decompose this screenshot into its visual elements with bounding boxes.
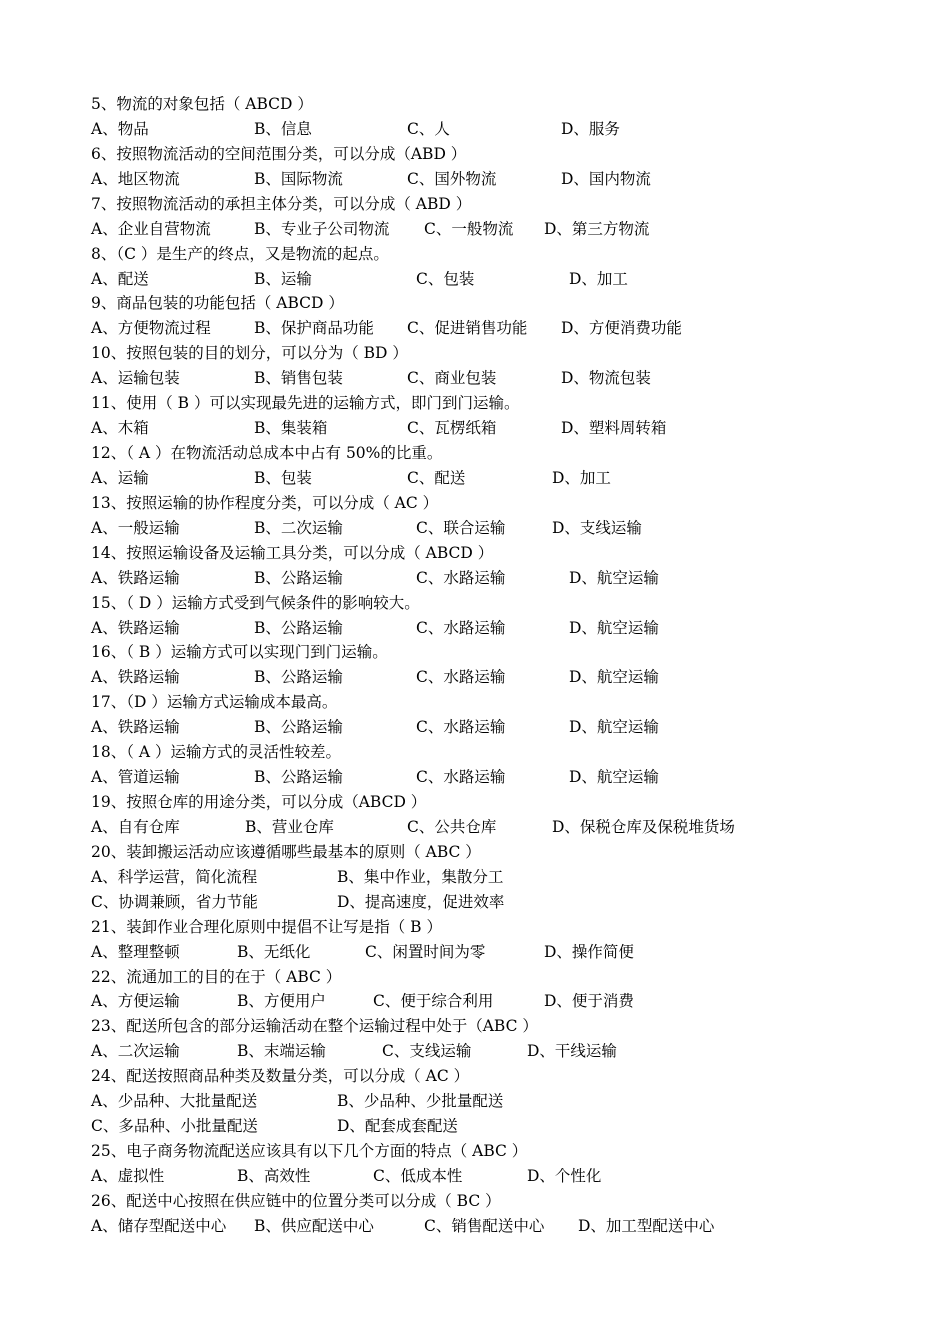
option-text: D、航空运输 xyxy=(569,619,659,637)
option-text: C、水路运输 xyxy=(416,569,506,587)
question-text: 6、按照物流活动的空间范围分类，可以分成（ABD ） xyxy=(91,145,467,163)
options-line xyxy=(91,1165,890,1190)
option-text: C、瓦楞纸箱 xyxy=(407,419,497,437)
option-text: D、加工型配送中心 xyxy=(578,1217,715,1235)
option-text: D、国内物流 xyxy=(561,170,651,188)
options-line xyxy=(91,666,890,691)
question-text: 26、配送中心按照在供应链中的位置分类可以分成（ BC ） xyxy=(91,1192,501,1210)
options-line xyxy=(91,218,890,243)
question-line xyxy=(91,292,890,317)
question-line xyxy=(91,641,890,666)
option-text: B、营业仓库 xyxy=(245,818,334,836)
option-text: D、航空运输 xyxy=(569,569,659,587)
option-text: C、促进销售功能 xyxy=(407,319,528,337)
options-line xyxy=(91,716,890,741)
option-text: D、干线运输 xyxy=(527,1042,617,1060)
option-text: A、管道运输 xyxy=(91,768,180,786)
question-text: 10、按照包装的目的划分，可以分为（ BD ） xyxy=(91,344,408,362)
options-line xyxy=(91,417,890,442)
options-line xyxy=(91,1090,890,1115)
option-text: B、无纸化 xyxy=(237,943,311,961)
options-line xyxy=(91,317,890,342)
option-text: B、信息 xyxy=(254,120,312,138)
option-text: A、方便运输 xyxy=(91,992,180,1010)
option-text: D、提高速度，促进效率 xyxy=(337,893,505,911)
options-line xyxy=(91,1215,890,1240)
option-text: C、国外物流 xyxy=(407,170,497,188)
option-text: B、方便用户 xyxy=(237,992,326,1010)
option-text: D、支线运输 xyxy=(552,519,642,537)
option-text: B、集中作业，集散分工 xyxy=(337,868,504,886)
option-text: D、操作简便 xyxy=(544,943,634,961)
question-text: 8、（C ）是生产的终点，又是物流的起点。 xyxy=(91,245,389,263)
question-text: 13、按照运输的协作程度分类，可以分成（ AC ） xyxy=(91,494,439,512)
options-line xyxy=(91,467,890,492)
question-text: 19、按照仓库的用途分类，可以分成（ABCD ） xyxy=(91,793,427,811)
option-text: A、铁路运输 xyxy=(91,619,180,637)
question-text: 17、（D ）运输方式运输成本最高。 xyxy=(91,693,338,711)
option-text: A、自有仓库 xyxy=(91,818,180,836)
question-line xyxy=(91,442,890,467)
option-text: D、配套成套配送 xyxy=(337,1117,458,1135)
option-text: C、水路运输 xyxy=(416,668,506,686)
options-line xyxy=(91,118,890,143)
option-text: A、一般运输 xyxy=(91,519,180,537)
option-text: C、配送 xyxy=(407,469,466,487)
option-text: A、二次运输 xyxy=(91,1042,180,1060)
option-text: C、包装 xyxy=(416,270,475,288)
option-text: B、供应配送中心 xyxy=(254,1217,374,1235)
options-line xyxy=(91,168,890,193)
option-text: C、商业包装 xyxy=(407,369,497,387)
option-text: C、水路运输 xyxy=(416,768,506,786)
options-line xyxy=(91,866,890,891)
question-text: 18、（ A ）运输方式的灵活性较差。 xyxy=(91,743,342,761)
question-line xyxy=(91,492,890,517)
option-text: B、少品种、少批量配送 xyxy=(337,1092,504,1110)
question-text: 23、配送所包含的部分运输活动在整个运输过程中处于（ABC ） xyxy=(91,1017,538,1035)
option-text: D、航空运输 xyxy=(569,668,659,686)
option-text: A、运输 xyxy=(91,469,149,487)
option-text: C、便于综合利用 xyxy=(373,992,494,1010)
option-text: C、人 xyxy=(407,120,450,138)
option-text: B、高效性 xyxy=(237,1167,311,1185)
question-text: 22、流通加工的目的在于（ ABC ） xyxy=(91,968,342,986)
option-text: A、铁路运输 xyxy=(91,718,180,736)
option-text: B、销售包装 xyxy=(254,369,343,387)
question-line xyxy=(91,592,890,617)
option-text: B、保护商品功能 xyxy=(254,319,374,337)
question-line xyxy=(91,542,890,567)
option-text: B、运输 xyxy=(254,270,312,288)
option-text: A、铁路运输 xyxy=(91,668,180,686)
option-text: C、销售配送中心 xyxy=(424,1217,545,1235)
question-text: 16、（ B ）运输方式可以实现门到门运输。 xyxy=(91,643,388,661)
options-line xyxy=(91,367,890,392)
question-text: 12、（ A ）在物流活动总成本中占有 50%的比重。 xyxy=(91,444,443,462)
question-text: 20、装卸搬运活动应该遵循哪些最基本的原则（ ABC ） xyxy=(91,843,481,861)
question-line xyxy=(91,93,890,118)
options-line xyxy=(91,268,890,293)
question-line xyxy=(91,1015,890,1040)
option-text: C、低成本性 xyxy=(373,1167,463,1185)
option-text: B、二次运输 xyxy=(254,519,343,537)
question-text: 15、（ D ）运输方式受到气候条件的影响较大。 xyxy=(91,594,420,612)
option-text: C、支线运输 xyxy=(382,1042,472,1060)
question-text: 7、按照物流活动的承担主体分类，可以分成（ ABD ） xyxy=(91,195,472,213)
option-text: C、闲置时间为零 xyxy=(365,943,486,961)
option-text: A、少品种、大批量配送 xyxy=(91,1092,258,1110)
options-line xyxy=(91,816,890,841)
option-text: A、铁路运输 xyxy=(91,569,180,587)
option-text: D、物流包装 xyxy=(561,369,651,387)
option-text: B、公路运输 xyxy=(254,619,343,637)
question-line xyxy=(91,243,890,268)
option-text: A、地区物流 xyxy=(91,170,180,188)
option-text: A、物品 xyxy=(91,120,149,138)
option-text: A、木箱 xyxy=(91,419,149,437)
option-text: B、集装箱 xyxy=(254,419,328,437)
option-text: A、虚拟性 xyxy=(91,1167,165,1185)
option-text: C、水路运输 xyxy=(416,718,506,736)
question-line xyxy=(91,691,890,716)
options-line xyxy=(91,567,890,592)
option-text: B、公路运输 xyxy=(254,768,343,786)
option-text: C、协调兼顾，省力节能 xyxy=(91,893,258,911)
question-line xyxy=(91,392,890,417)
option-text: B、专业子公司物流 xyxy=(254,220,390,238)
question-text: 9、商品包装的功能包括（ ABCD ） xyxy=(91,294,344,312)
question-line xyxy=(91,741,890,766)
option-text: D、第三方物流 xyxy=(544,220,650,238)
option-text: C、多品种、小批量配送 xyxy=(91,1117,258,1135)
options-line xyxy=(91,617,890,642)
question-line xyxy=(91,342,890,367)
option-text: B、公路运输 xyxy=(254,718,343,736)
question-text: 21、装卸作业合理化原则中提倡不让写是指（ B ） xyxy=(91,918,442,936)
option-text: A、储存型配送中心 xyxy=(91,1217,227,1235)
option-text: C、联合运输 xyxy=(416,519,506,537)
options-line xyxy=(91,1115,890,1140)
options-line xyxy=(91,990,890,1015)
option-text: B、公路运输 xyxy=(254,668,343,686)
option-text: A、科学运营，简化流程 xyxy=(91,868,258,886)
option-text: A、方便物流过程 xyxy=(91,319,211,337)
option-text: D、方便消费功能 xyxy=(561,319,682,337)
option-text: B、包装 xyxy=(254,469,312,487)
option-text: D、加工 xyxy=(569,270,628,288)
option-text: C、一般物流 xyxy=(424,220,514,238)
question-line xyxy=(91,966,890,991)
options-line xyxy=(91,941,890,966)
question-line xyxy=(91,143,890,168)
option-text: D、便于消费 xyxy=(544,992,634,1010)
question-line xyxy=(91,1065,890,1090)
question-line xyxy=(91,916,890,941)
options-line xyxy=(91,891,890,916)
options-line xyxy=(91,517,890,542)
option-text: C、水路运输 xyxy=(416,619,506,637)
option-text: C、公共仓库 xyxy=(407,818,497,836)
question-line xyxy=(91,193,890,218)
question-text: 24、配送按照商品种类及数量分类，可以分成（ AC ） xyxy=(91,1067,470,1085)
option-text: B、末端运输 xyxy=(237,1042,326,1060)
option-text: D、航空运输 xyxy=(569,718,659,736)
option-text: A、配送 xyxy=(91,270,149,288)
question-line xyxy=(91,1190,890,1215)
option-text: D、塑料周转箱 xyxy=(561,419,667,437)
question-text: 25、电子商务物流配送应该具有以下几个方面的特点（ ABC ） xyxy=(91,1142,528,1160)
options-line xyxy=(91,1040,890,1065)
options-line xyxy=(91,766,890,791)
option-text: D、航空运输 xyxy=(569,768,659,786)
question-line xyxy=(91,791,890,816)
option-text: D、保税仓库及保税堆货场 xyxy=(552,818,735,836)
option-text: A、整理整顿 xyxy=(91,943,180,961)
question-text: 11、使用（ B ）可以实现最先进的运输方式，即门到门运输。 xyxy=(91,394,520,412)
option-text: A、企业自营物流 xyxy=(91,220,211,238)
option-text: B、国际物流 xyxy=(254,170,343,188)
option-text: A、运输包装 xyxy=(91,369,180,387)
option-text: D、加工 xyxy=(552,469,611,487)
question-text: 14、按照运输设备及运输工具分类，可以分成（ ABCD ） xyxy=(91,544,494,562)
question-line xyxy=(91,841,890,866)
option-text: B、公路运输 xyxy=(254,569,343,587)
question-line xyxy=(91,1140,890,1165)
question-text: 5、物流的对象包括（ ABCD ） xyxy=(91,95,313,113)
option-text: D、个性化 xyxy=(527,1167,602,1185)
option-text: D、服务 xyxy=(561,120,620,138)
